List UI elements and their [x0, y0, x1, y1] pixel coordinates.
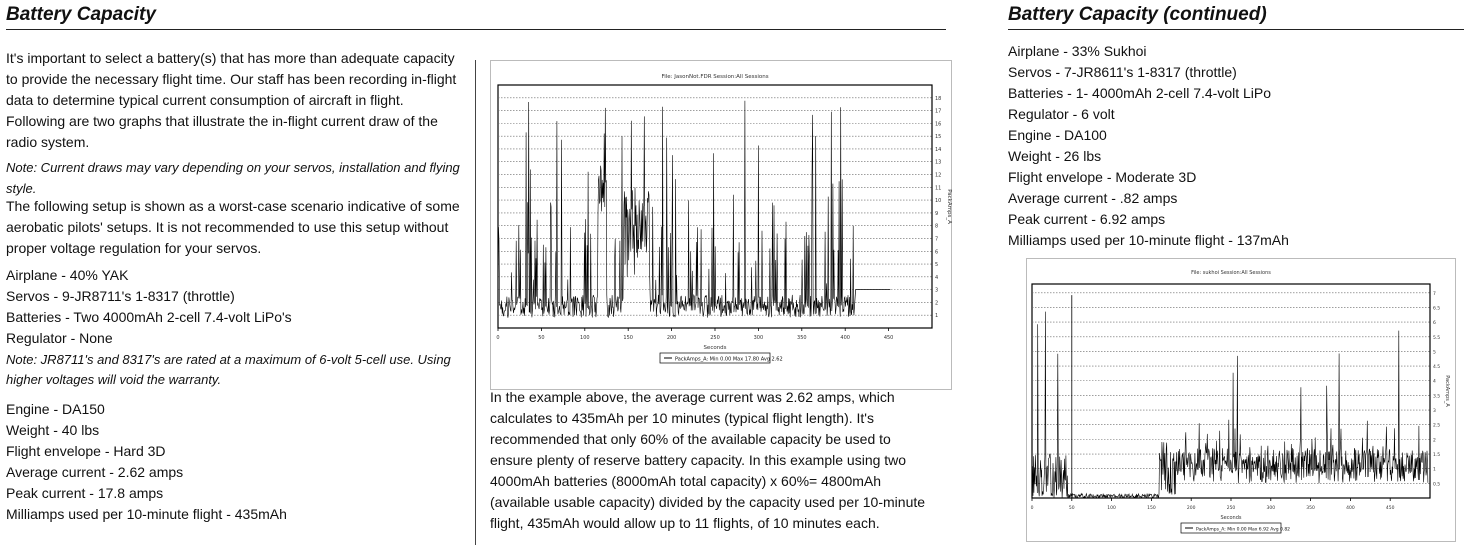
x-tick-label: 450: [883, 335, 894, 341]
intro-paragraph: It's important to select a battery(s) that has more than adequate capacity to provide the necessary flight time. Our staff has been recording in-flight data to determine typical current consumption of aircraft in flight. Following are two graphs that illustrate the in-flight current draw of the radio system.: [6, 50, 457, 150]
y-tick-label: 6: [1433, 321, 1436, 327]
x-tick-label: 0: [496, 335, 500, 341]
y-tick-label: 6.5: [1433, 306, 1441, 312]
y-tick-label: 10: [935, 198, 942, 205]
y-tick-label: 13: [935, 159, 942, 166]
y-tick-label: 3: [935, 287, 939, 294]
chart-1: [490, 60, 952, 390]
sukhoi-specs: [1008, 41, 1458, 251]
y-tick-label: 2: [1433, 438, 1436, 444]
setup-specs-b: [6, 399, 466, 525]
x-tick-label: 300: [753, 335, 764, 341]
x-tick-label: 300: [1266, 506, 1276, 511]
spec-peak-current: Peak current - 6.92 amps: [1008, 211, 1166, 227]
spec-airplane: Airplane - 40% YAK: [6, 267, 129, 283]
x-tick-label: 50: [1068, 506, 1075, 511]
legend-label: PackAmps_A: Min 0.00 Max 6.92 Avg 0.82: [1196, 527, 1291, 533]
y-tick-label: 15: [935, 134, 942, 141]
current-draw-note: Note: Current draws may vary depending on your servos, installation and flying style.: [6, 160, 460, 196]
y-tick-label: 7: [935, 236, 939, 243]
spec-weight: Weight - 26 lbs: [1008, 148, 1102, 164]
spec-servos: Servos - 7-JR8611's 1-8317 (throttle): [1008, 64, 1237, 80]
spec-engine: Engine - DA100: [1008, 127, 1107, 143]
x-tick-label: 250: [710, 335, 720, 341]
x-tick-label: 150: [1147, 506, 1156, 511]
y-tick-label: 7: [1433, 291, 1436, 297]
chart-2: [1026, 258, 1456, 542]
y-tick-label: 4.5: [1433, 365, 1441, 371]
spec-flight-envelope: Flight envelope - Moderate 3D: [1008, 169, 1197, 185]
spec-peak-current: Peak current - 17.8 amps: [6, 485, 164, 501]
x-tick-label: 350: [1306, 506, 1315, 511]
x-tick-label: 350: [797, 335, 807, 341]
setup-specs-a: [6, 265, 466, 349]
spec-average-current: Average current - .82 amps: [1008, 190, 1178, 206]
setup-intro-paragraph: The following setup is shown as a worst-case scenario indicative of some aerobatic pilots' setups. It is not recommended to use this setup without proper voltage regulation for your servos.: [6, 198, 460, 256]
y-tick-label: 9: [935, 210, 939, 217]
spec-regulator: Regulator - 6 volt: [1008, 106, 1115, 122]
spec-servos: Servos - 9-JR8711's 1-8317 (throttle): [6, 288, 235, 304]
x-tick-label: 150: [623, 335, 633, 341]
chart-1-svg: [490, 60, 952, 390]
chart-frame: [491, 61, 952, 390]
x-tick-label: 450: [1385, 506, 1395, 511]
spec-average-current: Average current - 2.62 amps: [6, 464, 184, 480]
y-tick-label: 11: [935, 185, 942, 192]
y-tick-label: 1.5: [1433, 453, 1441, 459]
x-tick-label: 200: [1186, 506, 1196, 511]
right-heading-rule: [1008, 29, 1464, 30]
chart-title: File: JasonNot.FDR Session:All Sessions: [661, 74, 769, 80]
left-heading: Battery Capacity: [6, 4, 156, 25]
y-tick-label: 3: [1433, 409, 1436, 415]
x-tick-label: 100: [1107, 506, 1116, 511]
y-axis-label: PackAmps_A: [1444, 375, 1450, 407]
legend-label: PackAmps_A: Min 0.00 Max 17.80 Avg 2.62: [675, 356, 783, 363]
y-tick-label: 2.5: [1433, 423, 1441, 429]
y-tick-label: 12: [935, 172, 942, 179]
x-tick-label: 250: [1226, 506, 1236, 511]
spec-flight-envelope: Flight envelope - Hard 3D: [6, 443, 166, 459]
left-heading-rule: [6, 29, 946, 30]
chart-frame: [1027, 259, 1456, 542]
spec-engine: Engine - DA150: [6, 401, 105, 417]
x-tick-label: 50: [538, 335, 545, 341]
x-tick-label: 0: [1030, 506, 1034, 511]
y-tick-label: 0.5: [1433, 482, 1441, 488]
explanation-paragraph: In the example above, the average current was 2.62 amps, which calculates to 435mAh per 10 minutes (typical flight length). It's recommended that only 60% of the available capacity be used to ensure plenty of reserve battery capacity. In this example using two 4000mAh batteries (8000mAh total capacity) x 60%= 4800mAh (available usable capacity) divided by the capacity used per 10-minute flight, 435mAh would allow up to 11 flights, of 10 minutes each.: [490, 389, 926, 531]
chart-title: File: sukhoi Session:All Sessions: [1191, 270, 1271, 276]
y-tick-label: 18: [935, 95, 942, 102]
spec-batteries: Batteries - 1- 4000mAh 2-cell 7.4-volt LiPo: [1008, 85, 1272, 101]
x-tick-label: 400: [840, 335, 850, 341]
y-tick-label: 2: [935, 300, 939, 307]
spec-milliamps-used: Milliamps used per 10-minute flight - 137mAh: [1008, 232, 1289, 248]
x-axis-label: Seconds: [703, 345, 727, 351]
y-tick-label: 17: [935, 108, 942, 115]
y-tick-label: 1: [935, 313, 939, 320]
chart-2-svg: [1026, 258, 1456, 542]
spec-weight: Weight - 40 lbs: [6, 422, 100, 438]
y-axis-label: PackAmps_A: [946, 189, 952, 224]
y-tick-label: 6: [935, 249, 939, 256]
x-tick-label: 200: [666, 335, 677, 341]
x-tick-label: 400: [1346, 506, 1355, 511]
y-tick-label: 14: [935, 146, 942, 153]
x-axis-label: Seconds: [1220, 515, 1242, 521]
y-tick-label: 16: [935, 121, 942, 128]
y-tick-label: 1: [1433, 467, 1436, 473]
y-tick-label: 4: [1433, 379, 1436, 385]
y-tick-label: 3.5: [1433, 394, 1441, 400]
column-divider: [475, 60, 476, 545]
spec-milliamps-used: Milliamps used per 10-minute flight - 435mAh: [6, 506, 287, 522]
spec-batteries: Batteries - Two 4000mAh 2-cell 7.4-volt LiPo's: [6, 309, 292, 325]
x-tick-label: 100: [580, 335, 590, 341]
y-tick-label: 5: [935, 262, 939, 269]
y-tick-label: 5.5: [1433, 335, 1441, 341]
spec-airplane: Airplane - 33% Sukhoi: [1008, 43, 1147, 59]
warranty-note: Note: JR8711's and 8317's are rated at a maximum of 6-volt 5-cell use. Using higher voltages will void the warranty.: [6, 352, 451, 387]
y-tick-label: 8: [935, 223, 939, 230]
right-heading: Battery Capacity (continued): [1008, 4, 1267, 25]
spec-regulator: Regulator - None: [6, 330, 113, 346]
y-tick-label: 4: [935, 274, 939, 281]
y-tick-label: 5: [1433, 350, 1436, 356]
